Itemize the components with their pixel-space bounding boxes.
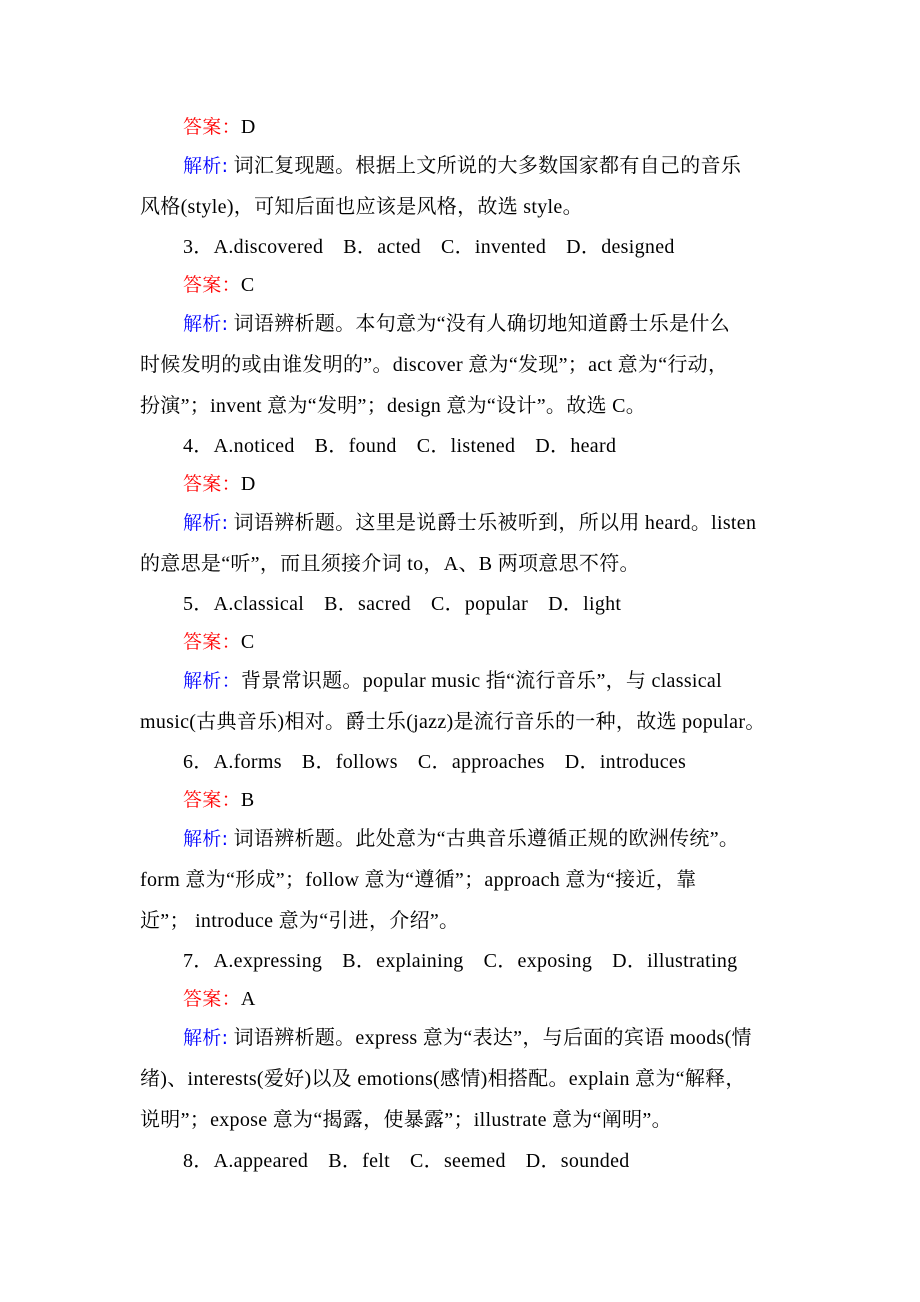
option-c: C．seemed	[410, 1150, 506, 1172]
analysis-text: 近”； introduce 意为“引进，介绍”。	[140, 910, 460, 932]
option-a: A.forms	[213, 751, 282, 773]
answer-label: 答案：	[183, 988, 241, 1010]
option-a: A.appeared	[213, 1150, 309, 1172]
question-number: 6．	[183, 751, 214, 773]
question-number: 3．	[183, 236, 214, 258]
option-a: A.expressing	[213, 950, 323, 972]
option-c: C．popular	[430, 593, 529, 615]
analysis-label: 解析:	[183, 155, 229, 177]
answer-label: 答案：	[183, 116, 241, 138]
analysis-label: 解析:	[183, 828, 229, 850]
analysis-paragraph	[140, 146, 782, 228]
answer-label: 答案：	[183, 473, 241, 495]
analysis-text: 词语辨析题。此处意为“古典音乐遵循正规的欧洲传统”。	[233, 828, 740, 850]
analysis-text: 词语辨析题。这里是说爵士乐被听到，所以用 heard。listen	[233, 512, 757, 534]
option-d: D．illustrating	[612, 950, 738, 972]
option-d: D．sounded	[525, 1150, 630, 1172]
option-d: D．designed	[566, 236, 675, 258]
answer-value: D	[240, 116, 256, 138]
analysis-text: 词语辨析题。本句意为“没有人确切地知道爵士乐是什么	[233, 313, 731, 335]
analysis-text: 的意思是“听”，而且须接介词 to，A、B 两项意思不符。	[140, 553, 640, 575]
analysis-paragraph	[140, 661, 782, 743]
question-5-block	[140, 585, 782, 743]
answer-value: A	[240, 988, 256, 1010]
question-7-block	[140, 942, 782, 1141]
question-4-block	[140, 427, 782, 585]
option-c: C．approaches	[417, 751, 545, 773]
question-6-block	[140, 743, 782, 942]
analysis-label: 解析:	[183, 512, 229, 534]
question-options	[140, 228, 782, 266]
answer-value: C	[240, 274, 255, 296]
analysis-paragraph	[140, 1018, 782, 1141]
option-a: A.discovered	[213, 236, 324, 258]
option-b: B．sacred	[324, 593, 411, 615]
analysis-text: 背景常识题。popular music 指“流行音乐”，与 classical	[240, 670, 722, 692]
analysis-paragraph	[140, 304, 782, 427]
analysis-paragraph	[140, 503, 782, 585]
question-3-block	[140, 228, 782, 427]
option-b: B．felt	[328, 1150, 391, 1172]
question-number: 5．	[183, 593, 214, 615]
analysis-text: 说明”；expose 意为“揭露，使暴露”；illustrate 意为“阐明”。	[140, 1109, 672, 1131]
question-options	[140, 585, 782, 623]
analysis-text: 扮演”；invent 意为“发明”；design 意为“设计”。故选 C。	[140, 395, 647, 417]
option-c: C．invented	[440, 236, 547, 258]
answer-line	[140, 266, 782, 304]
option-b: B．follows	[301, 751, 398, 773]
option-b: B．explaining	[342, 950, 464, 972]
analysis-label: 解析:	[183, 1027, 229, 1049]
analysis-text: 词汇复现题。根据上文所说的大多数国家都有自己的音乐	[233, 155, 742, 177]
answer-label: 答案：	[183, 631, 241, 653]
option-c: C．listened	[416, 435, 516, 457]
answer-line	[140, 623, 782, 661]
answer-label: 答案：	[183, 789, 241, 811]
question-options	[140, 1141, 782, 1182]
question-number: 7．	[183, 950, 214, 972]
option-b: B．acted	[343, 236, 421, 258]
answer-line	[140, 465, 782, 503]
analysis-text: music(古典音乐)相对。爵士乐(jazz)是流行音乐的一种，故选 popular。	[140, 711, 766, 733]
analysis-text: 风格(style)，可知后面也应该是风格，故选 style。	[140, 196, 583, 218]
answer-value: D	[240, 473, 256, 495]
analysis-text: 时候发明的或由谁发明的”。discover 意为“发现”；act 意为“行动，	[140, 354, 729, 376]
option-b: B．found	[314, 435, 397, 457]
document-page	[140, 108, 782, 1182]
analysis-text: 绪)、interests(爱好)以及 emotions(感情)相搭配。explain 意为“解释，	[140, 1068, 746, 1090]
question-options	[140, 427, 782, 465]
answer-value: B	[240, 789, 255, 811]
question-8-block	[140, 1141, 782, 1182]
question-number: 4．	[183, 435, 214, 457]
option-c: C．exposing	[483, 950, 593, 972]
analysis-text: form 意为“形成”；follow 意为“遵循”；approach 意为“接近，靠	[140, 869, 697, 891]
option-a: A.noticed	[213, 435, 295, 457]
question-options	[140, 743, 782, 781]
question-number: 8．	[183, 1150, 214, 1172]
question-options	[140, 942, 782, 980]
question-2-block	[140, 108, 782, 228]
answer-label: 答案：	[183, 274, 241, 296]
analysis-label: 解析：	[183, 670, 241, 692]
answer-value: C	[240, 631, 255, 653]
answer-line	[140, 108, 782, 146]
analysis-text: 词语辨析题。express 意为“表达”，与后面的宾语 moods(情	[233, 1027, 752, 1049]
option-d: D．heard	[535, 435, 617, 457]
answer-line	[140, 781, 782, 819]
option-d: D．light	[548, 593, 622, 615]
answer-line	[140, 980, 782, 1018]
option-a: A.classical	[213, 593, 305, 615]
analysis-label: 解析:	[183, 313, 229, 335]
analysis-paragraph	[140, 819, 782, 942]
option-d: D．introduces	[564, 751, 687, 773]
